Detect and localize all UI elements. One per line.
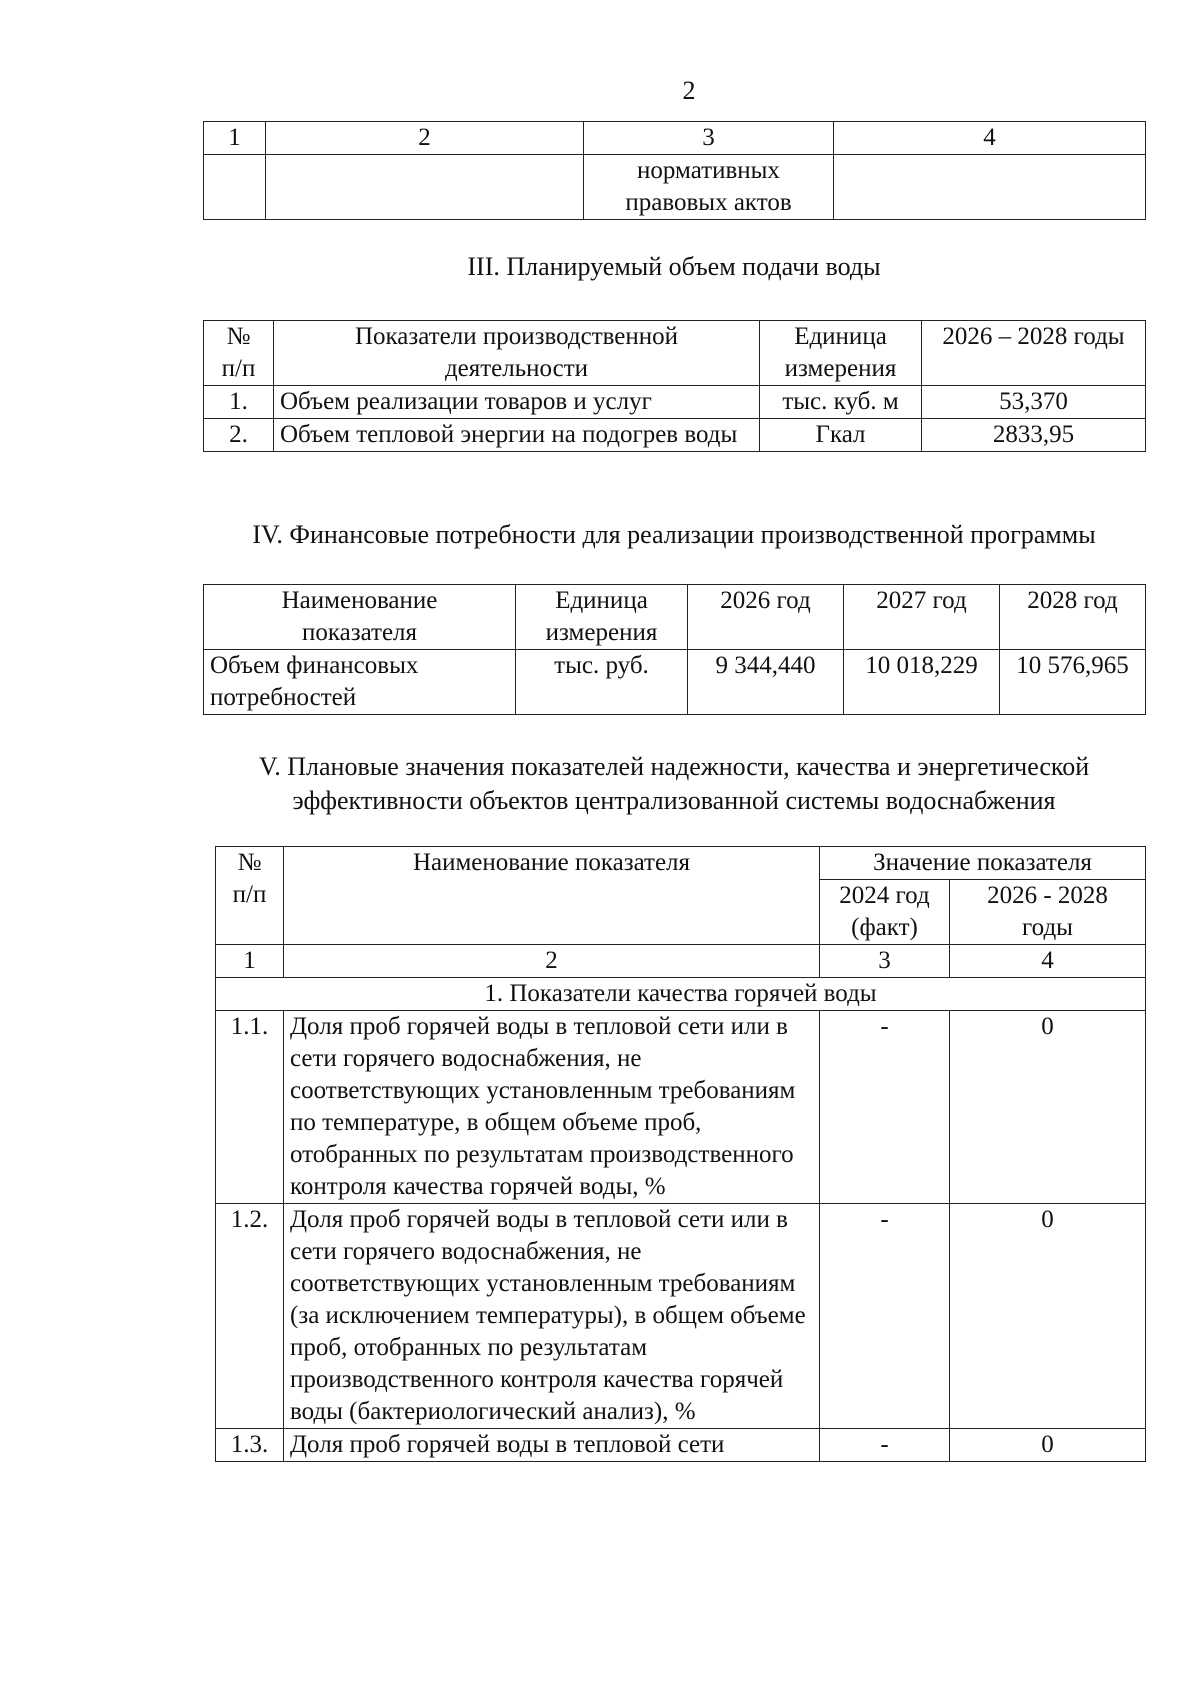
row-value-2027: 10 018,229 <box>844 650 1000 715</box>
row-name: Доля проб горячей воды в тепловой сети <box>284 1429 820 1462</box>
header-period <box>950 880 1146 945</box>
header-text: (факт) <box>851 914 918 941</box>
header-text: Показатели производственной <box>354 323 679 350</box>
group-1-title: 1. Показатели качества горячей воды <box>216 978 1146 1011</box>
table-row <box>204 650 1146 715</box>
row-plan: 0 <box>950 1011 1146 1204</box>
row-name: Объем финансовых потребностей <box>204 650 516 715</box>
header-text: 2024 год <box>839 882 930 909</box>
water-supply-table <box>203 320 1146 452</box>
header-unit <box>516 585 688 650</box>
col-number-2: 2 <box>266 122 584 155</box>
section-4-title: IV. Финансовые потребности для реализации производственной программы <box>252 520 1096 549</box>
header-number <box>216 847 284 945</box>
financial-needs-table <box>203 584 1146 715</box>
header-text: п/п <box>232 881 267 908</box>
row-value: 2833,95 <box>922 419 1146 452</box>
table-row <box>204 419 1146 452</box>
row-number: 1. <box>204 386 274 419</box>
cell-empty <box>266 155 584 220</box>
header-text: Наименование <box>281 587 438 614</box>
row-unit: тыс. куб. м <box>760 386 922 419</box>
header-year-2026: 2026 год <box>688 585 844 650</box>
header-text: № <box>226 323 251 350</box>
row-value-2026: 9 344,440 <box>688 650 844 715</box>
continuation-table <box>203 121 1146 220</box>
row-number: 2. <box>204 419 274 452</box>
row-plan: 0 <box>950 1429 1146 1462</box>
row-fact: - <box>820 1204 950 1429</box>
col-number-1: 1 <box>204 122 266 155</box>
group-row <box>216 978 1146 1011</box>
cell-empty <box>834 155 1146 220</box>
header-value-group: Значение показателя <box>820 847 1146 880</box>
col-number-1: 1 <box>216 945 284 978</box>
section-5-title-line: эффективности объектов централизованной системы водоснабжения <box>292 786 1056 815</box>
cell-legal-acts <box>584 155 834 220</box>
header-period: 2026 – 2028 годы <box>922 321 1146 386</box>
row-fact: - <box>820 1429 950 1462</box>
row-unit: тыс. руб. <box>516 650 688 715</box>
header-text: измерения <box>784 355 897 382</box>
cell-empty <box>204 155 266 220</box>
table-header-row <box>216 847 1146 880</box>
col-number-3: 3 <box>584 122 834 155</box>
col-number-4: 4 <box>834 122 1146 155</box>
header-text: п/п <box>221 355 256 382</box>
row-name: Объем реализации товаров и услуг <box>274 386 760 419</box>
row-name: Доля проб горячей воды в тепловой сети или в сети горячего водоснабжения, не соответствующих установленным требованиям (за исключением температуры), в общем объеме проб, отобранных по результатам производственного контроля качества горячей воды (бактериологический анализ), % <box>284 1204 820 1429</box>
header-text: Единица <box>555 587 648 614</box>
header-text: деятельности <box>444 355 589 382</box>
header-text: годы <box>1022 914 1073 941</box>
page-number: 2 <box>682 76 696 105</box>
row-number: 1.1. <box>216 1011 284 1204</box>
header-fact-2024 <box>820 880 950 945</box>
header-year-2027: 2027 год <box>844 585 1000 650</box>
row-fact: - <box>820 1011 950 1204</box>
column-number-row <box>216 945 1146 978</box>
header-text: 2026 - 2028 <box>987 882 1108 909</box>
row-plan: 0 <box>950 1204 1146 1429</box>
table-header-row <box>204 321 1146 386</box>
cell-text-line: правовых актов <box>625 189 792 216</box>
table-row <box>216 1204 1146 1429</box>
col-number-3: 3 <box>820 945 950 978</box>
table-row <box>216 1429 1146 1462</box>
section-3-title: III. Планируемый объем подачи воды <box>467 252 881 281</box>
section-5-title <box>203 750 1145 818</box>
header-text: Единица <box>794 323 887 350</box>
table-header-row <box>204 122 1146 155</box>
header-number <box>204 321 274 386</box>
col-number-2: 2 <box>284 945 820 978</box>
header-text: № <box>237 849 262 876</box>
header-indicator <box>274 321 760 386</box>
table-row <box>204 155 1146 220</box>
section-5-title-line: V. Плановые значения показателей надежности, качества и энергетической <box>258 752 1090 781</box>
header-text: показателя <box>301 619 418 646</box>
row-unit: Гкал <box>760 419 922 452</box>
header-name: Наименование показателя <box>284 847 820 945</box>
row-value: 53,370 <box>922 386 1146 419</box>
row-name: Доля проб горячей воды в тепловой сети или в сети горячего водоснабжения, не соответствующих установленным требованиям по температуре, в общем объеме проб, отобранных по результатам производственного контроля качества горячей воды, % <box>284 1011 820 1204</box>
table-row <box>216 1011 1146 1204</box>
cell-text-line: нормативных <box>637 157 780 184</box>
header-unit <box>760 321 922 386</box>
table-header-row <box>204 585 1146 650</box>
table-row <box>204 386 1146 419</box>
header-text: измерения <box>545 619 658 646</box>
row-value-2028: 10 576,965 <box>1000 650 1146 715</box>
indicators-table <box>215 846 1146 1462</box>
col-number-4: 4 <box>950 945 1146 978</box>
row-number: 1.2. <box>216 1204 284 1429</box>
header-name <box>204 585 516 650</box>
header-year-2028: 2028 год <box>1000 585 1146 650</box>
row-name: Объем тепловой энергии на подогрев воды <box>274 419 760 452</box>
row-number: 1.3. <box>216 1429 284 1462</box>
